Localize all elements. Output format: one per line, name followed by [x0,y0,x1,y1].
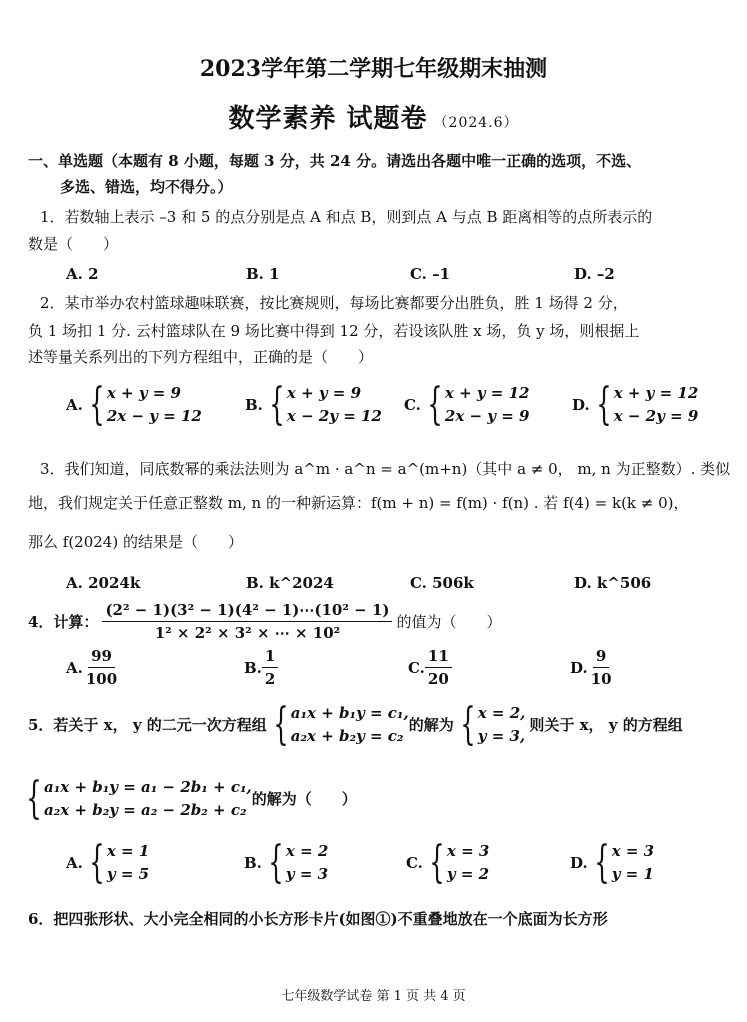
exam-subtitle [0,98,747,135]
equation: y = 2 [446,865,490,883]
q1-option-c: C. –1 [410,265,451,283]
q1-option-d: D. –2 [574,265,615,283]
q1-text-line1: 1．若数轴上表示 –3 和 5 的点分别是点 A 和点 B，则到点 A 与点 B 距离相等的点所表示的 [40,208,653,226]
equation: x + y = 9 [286,384,362,402]
section-heading-line2: 多选、错选，均不得分。） [60,178,233,196]
brace-icon: { [429,837,445,888]
option-label: A. [66,854,83,872]
brace-icon: { [273,699,289,750]
q3-option-a: A. 2024k [66,574,141,592]
option-label: D. [572,396,590,414]
equation: x − 2y = 9 [613,407,699,425]
fraction-numerator: 1 [262,646,278,668]
q4-suffix: 的值为（ ） [396,612,502,631]
q4-option-c [408,646,452,689]
q3-option-c: C. 506k [410,574,474,592]
option-label: B. [244,658,262,677]
q4-denominator: 1² × 2² × 3² × ⋯ × 10² [154,624,341,642]
equation: y = 5 [106,865,150,883]
equation: a₁x + b₁y = c₁, [290,704,409,722]
q4-option-a [66,646,120,689]
brace-icon: { [594,837,610,888]
equation: x = 3 [446,842,490,860]
option-label: B. [245,396,263,414]
fraction-denominator: 20 [427,670,449,688]
equation: x = 2 [285,842,329,860]
q6-text-line1: 6．把四张形状、大小完全相同的小长方形卡片(如图①)不重叠地放在一个底面为长方形 [28,910,608,928]
q2-text-line2: 负 1 场扣 1 分. 云村篮球队在 9 场比赛中得到 12 分，若设该队胜 x 场，负 y 场，则根据上 [28,322,640,340]
equation: a₂x + b₂y = c₂ [290,727,404,745]
q5-option-d [570,837,655,888]
equation: x − 2y = 12 [286,407,382,425]
q1-option-b: B. 1 [246,265,280,283]
q5-system2 [20,773,357,824]
q5-mid: 的解为 [408,716,454,734]
q2-text-line1: 2．某市举办农村篮球趣味联赛，按比赛规则，每场比赛都要分出胜负，胜 1 场得 2 分， [40,294,628,312]
option-label: A. [66,658,83,677]
q3-text-line1: 3．我们知道，同底数幂的乘法法则为 a^m · a^n = a^(m+n)（其中 a ≠ 0， m, n 为正整数）. 类似 [40,460,731,478]
brace-icon: { [596,379,612,430]
q2-option-a [66,379,202,430]
q2-option-c [404,379,530,430]
page-footer: 七年级数学试卷 第 1 页 共 4 页 [281,989,466,1004]
equation: x = 3 [611,842,655,860]
q1-option-a: A. 2 [66,265,99,283]
q2-option-b [245,379,382,430]
brace-icon: { [26,773,42,824]
q5-option-c [406,837,490,888]
q4-fraction [102,600,392,643]
fraction-denominator: 10 [590,670,612,688]
q4-numerator: (2² − 1)(3² − 1)(4² − 1)⋯(10² − 1) [102,600,392,622]
fraction-numerator: 11 [425,646,452,668]
option-label: D. [570,854,588,872]
option-label: B. [244,854,262,872]
option-label: C. [408,658,425,677]
equation: y = 3 [285,865,329,883]
brace-icon: { [460,699,476,750]
equation: y = 1 [611,865,654,883]
equation: x + y = 12 [444,384,530,402]
equation: a₁x + b₁y = a₁ − 2b₁ + c₁, [44,778,252,796]
equation: a₂x + b₂y = a₂ − 2b₂ + c₂ [44,801,247,819]
q3-text-line3: 那么 f(2024) 的结果是（ ） [28,533,243,551]
q4-question [28,600,502,643]
q5-suffix: 则关于 x， y 的方程组 [529,716,683,734]
brace-icon: { [89,379,105,430]
brace-icon: { [269,379,285,430]
option-label: C. [406,854,423,872]
q1-text-line2: 数是（ ） [28,235,119,253]
equation: 2x − y = 12 [106,407,202,425]
equation: x + y = 9 [106,384,181,402]
equation: 2x − y = 9 [444,407,530,425]
q3-option-d: D. k^506 [574,574,652,592]
q3-option-b: B. k^2024 [246,574,334,592]
q2-option-d [572,379,699,430]
option-label: D. [570,658,588,677]
q5-option-b [244,837,329,888]
q4-prefix: 4．计算： [28,612,99,631]
equation: x = 1 [106,842,150,860]
equation: y = 3, [477,727,526,745]
equation: x + y = 12 [613,384,699,402]
q5-question [28,699,683,750]
exam-title: 2023学年第二学期七年级期末抽测 [199,56,548,82]
brace-icon: { [268,837,284,888]
fraction-denominator: 100 [85,670,118,688]
option-label: C. [404,396,421,414]
brace-icon: { [89,837,105,888]
q5-option-a [66,837,150,888]
q5-prefix: 5．若关于 x， y 的二元一次方程组 [28,716,267,734]
section-heading-line1: 一、单选题（本题有 8 小题，每题 3 分，共 24 分。请选出各题中唯一正确的选项，不选、 [28,152,642,170]
q4-option-b [244,646,278,689]
exam-date: （2024.6） [433,115,519,131]
fraction-denominator: 2 [264,670,276,688]
brace-icon: { [427,379,443,430]
subtitle-text: 数学素养 试题卷 [228,104,428,134]
option-label: A. [66,396,83,414]
q4-option-d [570,646,615,689]
q3-text-line2: 地，我们规定关于任意正整数 m, n 的一种新运算：f(m + n) = f(m) · f(n) . 若 f(4) = k(k ≠ 0)， [28,494,689,512]
fraction-numerator: 99 [88,646,115,668]
equation: x = 2, [477,704,526,722]
fraction-numerator: 9 [593,646,609,668]
q5-system2-suffix: 的解为（ ） [251,790,357,808]
q2-text-line3: 述等量关系列出的下列方程组中，正确的是（ ） [28,348,374,366]
